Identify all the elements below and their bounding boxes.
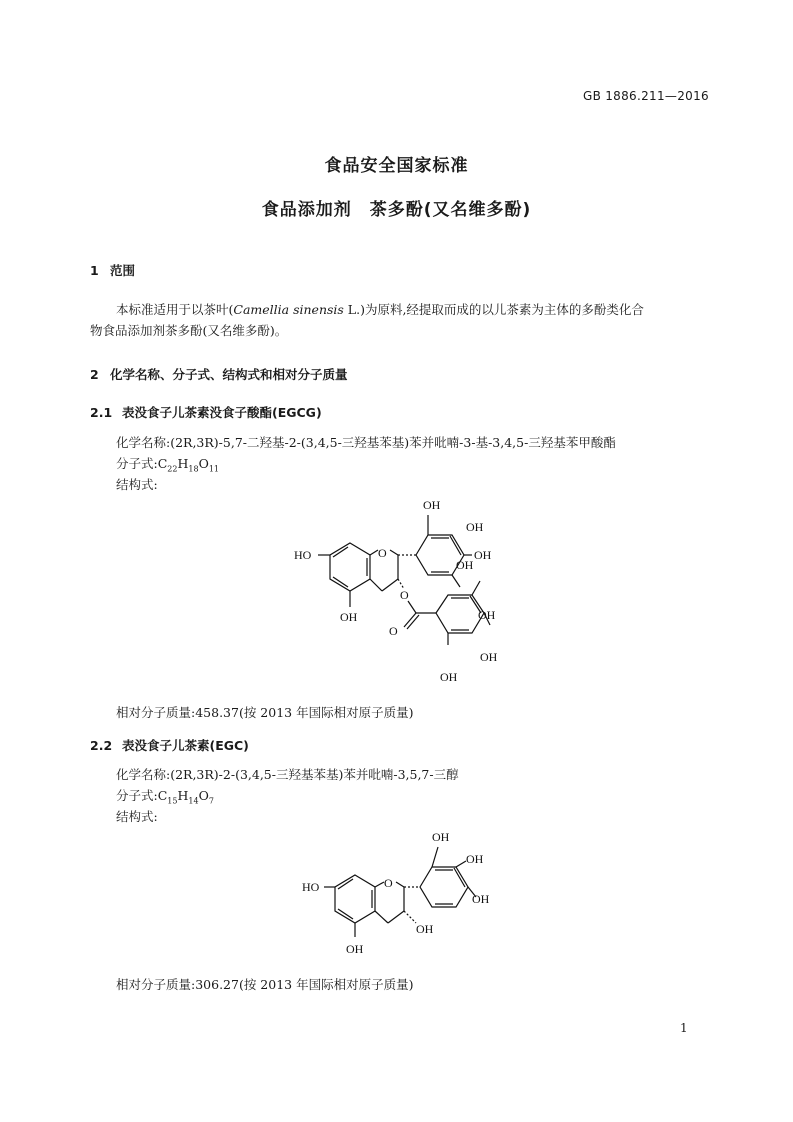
oh-label: OH [466,520,484,534]
oh-label: OH [416,922,434,936]
page-number: 1 [680,1021,688,1035]
scope-paragraph-line-1: 本标准适用于以茶叶(Camellia sinensis L.)为原料,经提取而成的以儿茶素为主体的多酚类化合 [116,302,644,317]
latin-species-name: Camellia sinensis [233,302,344,317]
oh-label: OH [466,852,484,866]
egc-structural-formula [300,825,500,960]
ho-label: HO [294,548,312,562]
oh-label: OH [474,548,492,562]
section-2-heading: 2 化学名称、分子式、结构式和相对分子质量 [90,367,348,382]
document-subtitle: 食品添加剂 茶多酚(又名维多酚) [261,200,532,220]
egc-molecular-mass: 相对分子质量:306.27(按 2013 年国际相对原子质量) [116,977,414,992]
oh-label: OH [340,610,358,624]
oh-label: OH [472,892,490,906]
egcg-molecular-mass: 相对分子质量:458.37(按 2013 年国际相对原子质量) [116,705,414,720]
section-2-2-heading: 2.2 表没食子儿茶素(EGC) [90,738,249,753]
oh-label: OH [440,670,458,684]
egcg-chemical-name: 化学名称:(2R,3R)-5,7-二羟基-2-(3,4,5-三羟基苯基)苯并吡喃-3-基-3,4,5-三羟基苯甲酸酯 [116,435,616,450]
section-title: 范围 [110,263,136,278]
standard-code: GB 1886.211—2016 [583,89,709,103]
oh-label: OH [456,558,474,572]
oh-label: OH [478,608,496,622]
egcg-structure-label: 结构式: [116,477,158,492]
ester-oxygen-label: O [400,588,409,602]
scope-paragraph-line-2: 物食品添加剂茶多酚(又名维多酚)。 [90,323,288,338]
egc-formula: 分子式$:C_{15}H_{14}O_7$ [116,788,214,806]
oh-label: OH [432,830,450,844]
oh-label: OH [423,498,441,512]
oh-label: OH [346,942,364,956]
document-title: 食品安全国家标准 [324,156,469,176]
egcg-structural-formula [290,495,505,690]
ho-label: HO [302,880,320,894]
oh-label: OH [480,650,498,664]
carbonyl-oxygen-label: O [389,624,398,638]
egc-chemical-name: 化学名称:(2R,3R)-2-(3,4,5-三羟基苯基)苯并吡喃-3,5,7-三醇 [116,767,459,782]
section-1-heading [90,261,135,279]
egcg-formula: 分子式$:C_{22}H_{18}O_{11}$ [116,456,220,474]
egc-structure-label: 结构式: [116,809,158,824]
section-2-1-heading: 2.1 表没食子儿茶素没食子酸酯(EGCG) [90,405,322,420]
ring-oxygen-label: O [384,876,393,890]
ring-oxygen-label: O [378,546,387,560]
section-number: 1 [90,263,99,278]
